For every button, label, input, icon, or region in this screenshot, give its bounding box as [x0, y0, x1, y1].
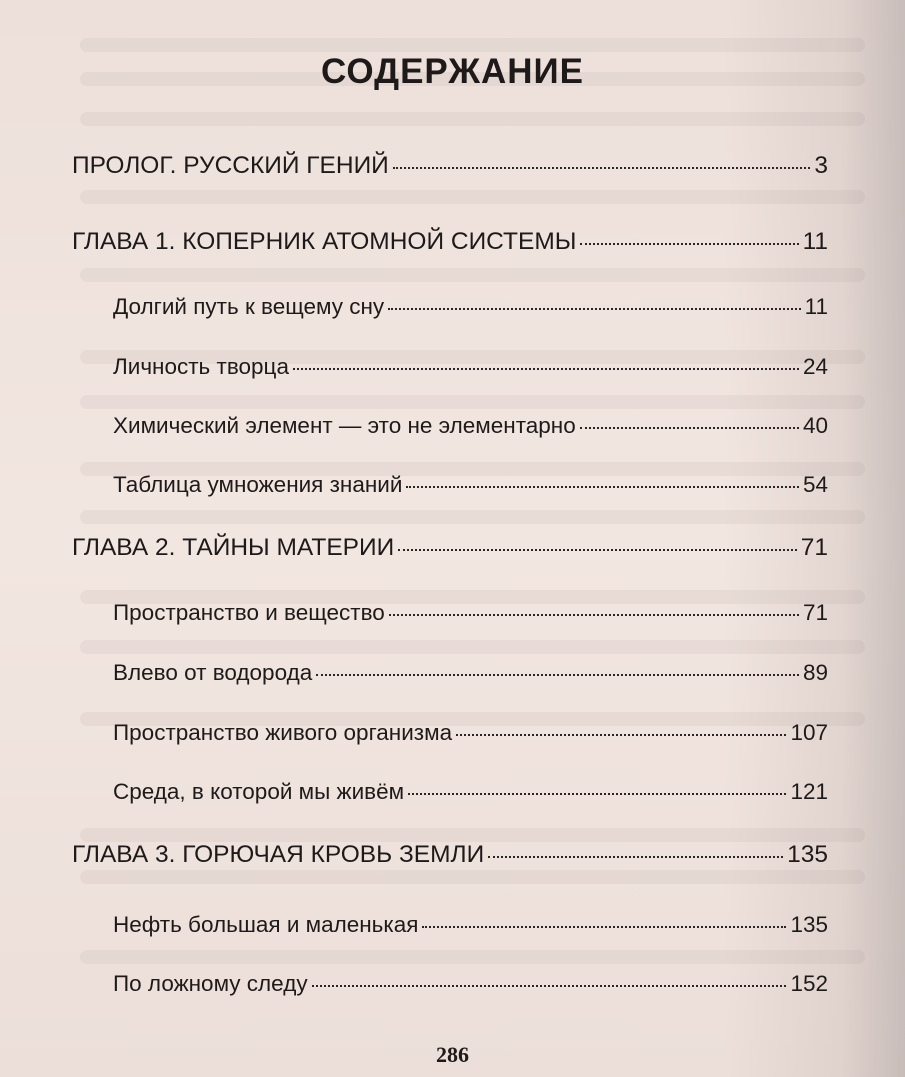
- bleed-through-line: [80, 112, 865, 126]
- toc-entry-label: Пространство и вещество: [113, 600, 385, 625]
- toc-entry-label: Химический элемент — это не элементарно: [113, 413, 576, 438]
- toc-entry-label: Личность творца: [113, 354, 289, 379]
- bleed-through-line: [80, 268, 865, 282]
- toc-entry-page: 3: [814, 152, 828, 179]
- toc-entry-page: 71: [802, 600, 828, 625]
- bleed-through-line: [80, 510, 865, 524]
- toc-entry-label: ПРОЛОГ. РУССКИЙ ГЕНИЙ: [72, 152, 389, 179]
- toc-entry-page: 40: [802, 413, 828, 438]
- dot-leader: [422, 926, 786, 928]
- dot-leader: [389, 614, 799, 616]
- dot-leader: [316, 674, 799, 676]
- dot-leader: [312, 985, 787, 987]
- dot-leader: [406, 486, 799, 488]
- toc-entry-section: [113, 912, 828, 938]
- toc-entry-page: 71: [800, 534, 828, 561]
- dot-leader: [293, 368, 799, 370]
- dot-leader: [456, 734, 786, 736]
- toc-entry-section: [113, 600, 828, 626]
- contents-title: СОДЕРЖАНИЕ: [320, 52, 584, 91]
- dot-leader: [398, 549, 797, 551]
- toc-entry-page: 11: [804, 294, 828, 319]
- toc-entry-page: 11: [802, 228, 828, 255]
- toc-entry-chapter-2: [72, 534, 828, 562]
- toc-entry-label: Долгий путь к вещему сну: [113, 294, 385, 319]
- dot-leader: [488, 856, 783, 858]
- toc-entry-section: [113, 720, 828, 746]
- toc-entry-page: 121: [790, 779, 828, 804]
- toc-entry-section: [113, 660, 828, 686]
- bleed-through-line: [80, 870, 865, 884]
- toc-entry-section: [113, 294, 828, 320]
- toc-entry-page: 89: [802, 660, 828, 685]
- page-number: 286: [436, 1042, 469, 1067]
- toc-entry-section: [113, 413, 828, 439]
- dot-leader: [580, 427, 799, 429]
- toc-entry-label: Пространство живого организма: [113, 720, 453, 745]
- bleed-through-line: [80, 395, 865, 409]
- toc-entry-section: [113, 779, 828, 805]
- toc-entry-page: 24: [802, 354, 828, 379]
- toc-entry-prologue: [72, 152, 828, 180]
- dot-leader: [388, 308, 800, 310]
- toc-entry-label: ГЛАВА 2. ТАЙНЫ МАТЕРИИ: [72, 534, 395, 561]
- toc-entry-label: Нефть большая и маленькая: [113, 912, 419, 937]
- toc-entry-page: 107: [790, 720, 828, 745]
- toc-entry-chapter-1: [72, 228, 828, 256]
- bleed-through-line: [80, 190, 865, 204]
- toc-entry-page: 152: [790, 971, 828, 996]
- toc-entry-page: 135: [790, 912, 828, 937]
- dot-leader: [408, 793, 786, 795]
- toc-entry-section: [113, 472, 828, 498]
- dot-leader: [393, 167, 811, 169]
- bleed-through-line: [80, 640, 865, 654]
- toc-entry-page: 135: [787, 841, 828, 868]
- toc-entry-label: Среда, в которой мы живём: [113, 779, 405, 804]
- toc-entry-label: Таблица умножения знаний: [113, 472, 403, 497]
- bleed-through-line: [80, 38, 865, 52]
- toc-entry-label: По ложному следу: [113, 971, 308, 996]
- toc-entry-label: ГЛАВА 3. ГОРЮЧАЯ КРОВЬ ЗЕМЛИ: [72, 841, 485, 868]
- toc-entry-label: ГЛАВА 1. КОПЕРНИК АТОМНОЙ СИСТЕМЫ: [72, 228, 577, 255]
- toc-entry-label: Влево от водорода: [113, 660, 313, 685]
- bleed-through-line: [80, 828, 865, 842]
- toc-entry-section: [113, 354, 828, 380]
- bleed-through-line: [80, 950, 865, 964]
- dot-leader: [580, 243, 798, 245]
- toc-entry-page: 54: [802, 472, 828, 497]
- toc-entry-section: [113, 971, 828, 997]
- toc-entry-chapter-3: [72, 841, 828, 869]
